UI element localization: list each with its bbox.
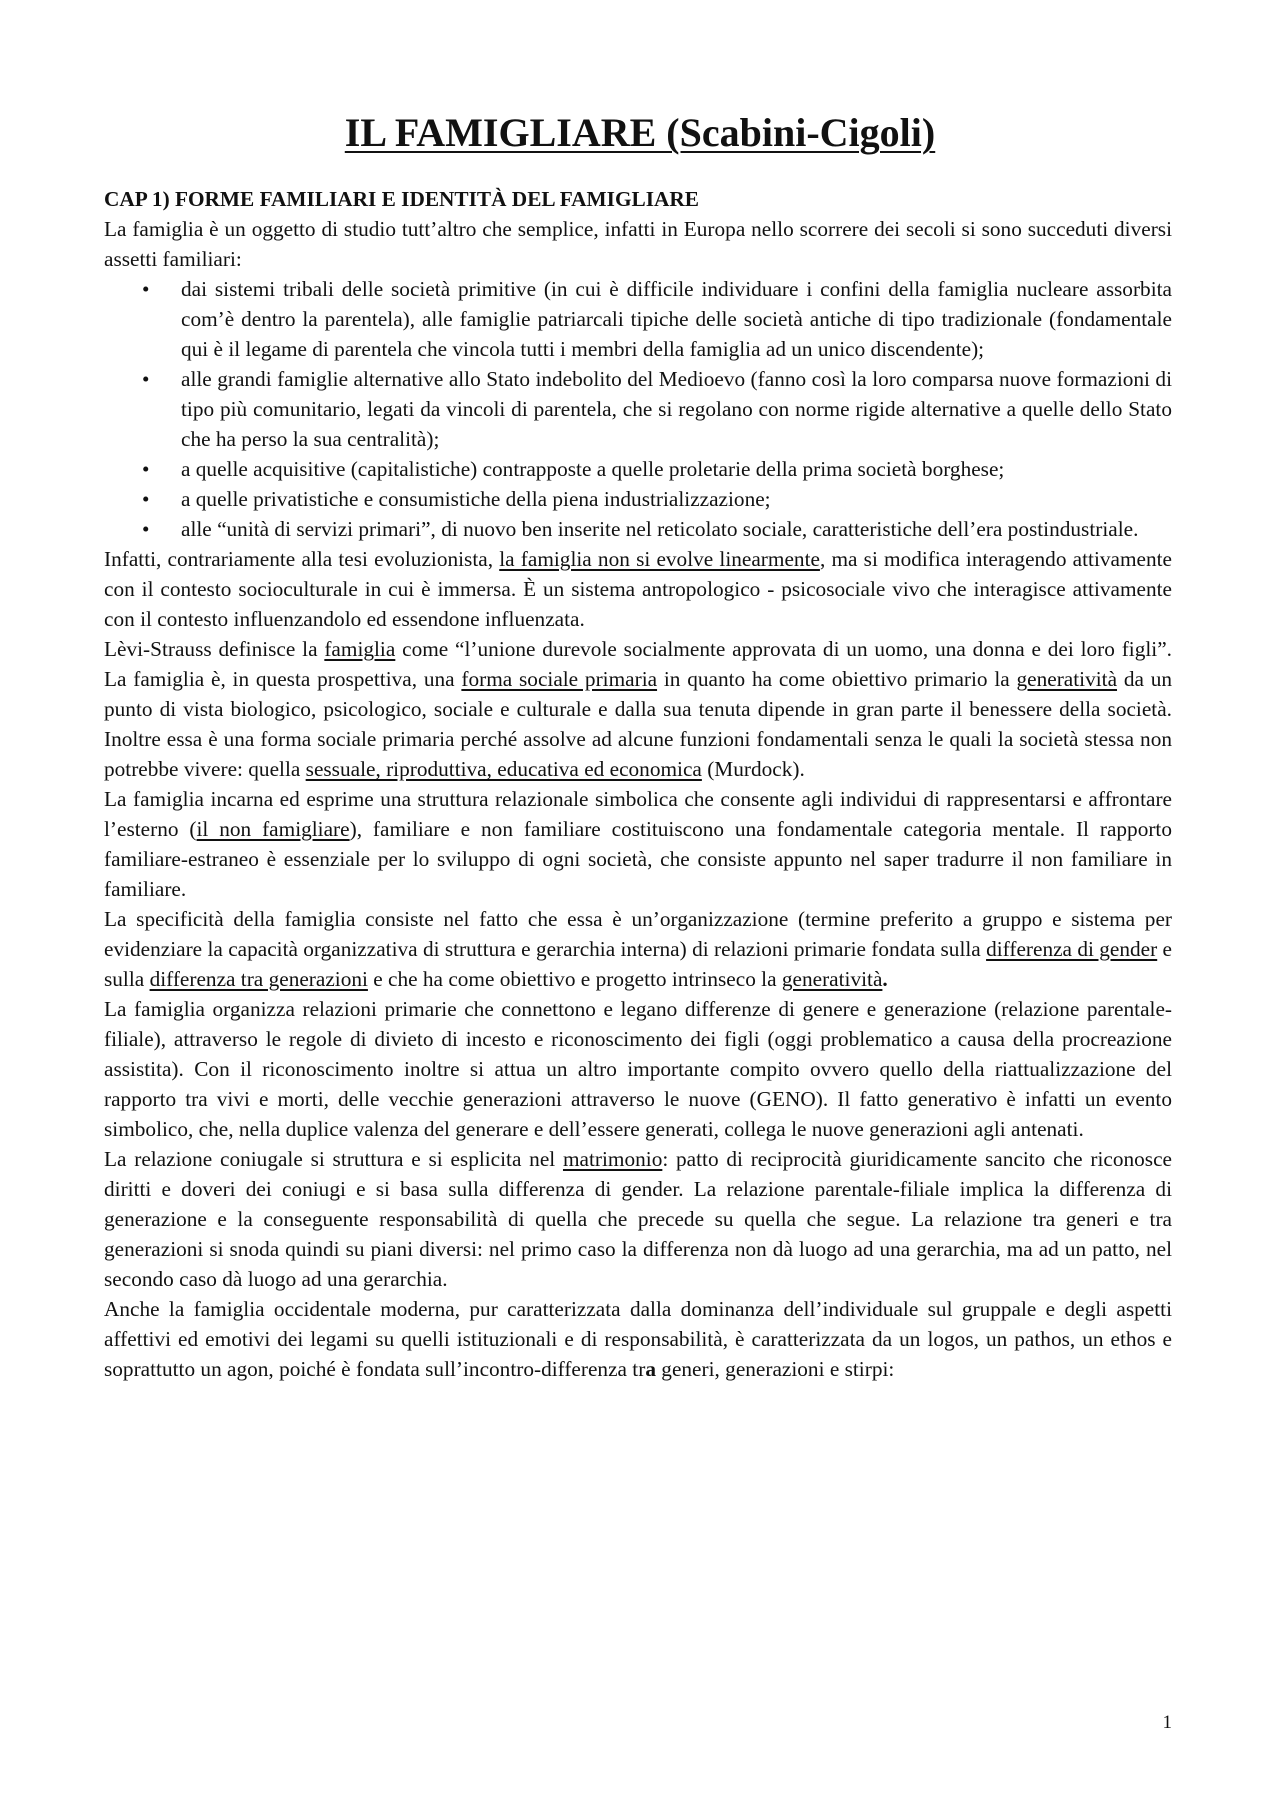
text-run: ), familiare e non familiare costituiscono una fondamentale categoria mentale. Il rapporto familiare-estraneo è essenziale per lo sviluppo di ogni società, che consiste appunto nel saper tradurre il non familiare in familiare. (104, 817, 1172, 901)
underlined-term: differenza di gender (986, 937, 1158, 961)
text-run: in quanto ha come obiettivo primario la (657, 667, 1017, 691)
underlined-term: generatività (781, 967, 883, 991)
paragraph-specificity (104, 904, 1172, 994)
chapter-heading: CAP 1) FORME FAMILIARI E IDENTITÀ DEL FAMIGLIARE (104, 187, 699, 211)
text-run: da un punto di vista biologico, psicologico, sociale e culturale e dalla sua tenuta dipende in gran parte il benessere della società. Inoltre essa è una forma sociale primaria perché assolve ad alcune funzioni fondamentali senza le quali la società stessa non potrebbe vivere: quella (104, 667, 1172, 781)
list-item-text: dai sistemi tribali delle società primitive (in cui è difficile individuare i confini della famiglia nucleare assorbita com’è dentro la parentela), alle famiglie patriarcali tipiche delle società antiche di tipo tradizionale (fondamentale qui è il legame di parentela che vincola tutti i membri della famiglia ad un unico discendente); (181, 277, 1172, 361)
list-item (104, 364, 1172, 454)
bullet-icon: • (142, 487, 150, 511)
paragraph-relational-structure (104, 784, 1172, 904)
text-run: come “l’unione durevole socialmente approvata di un uomo, una donna e dei loro figli”. La famiglia è, in questa prospettiva, una (104, 637, 1172, 691)
paragraph-evolution (104, 544, 1172, 634)
family-forms-list (104, 274, 1172, 544)
document-body (104, 184, 1172, 1384)
bullet-icon: • (142, 517, 150, 541)
page-title-text: IL FAMIGLIARE (Scabini-Cigoli) (344, 110, 936, 155)
intro-paragraph: La famiglia è un oggetto di studio tutt’altro che semplice, infatti in Europa nello scorrere dei secoli si sono succeduti diversi assetti familiari: (104, 217, 1172, 271)
text-run: La relazione coniugale si struttura e si esplicita nel (104, 1147, 563, 1171)
underlined-term: forma sociale primaria (461, 667, 658, 691)
page-title (0, 108, 1280, 158)
text-run: : patto di reciprocità giuridicamente sancito che riconosce diritti e doveri dei coniugi e si basa sulla differenza di gender. La relazione parentale-filiale implica la differenza di generazione e la conseguente responsabilità di quella che precede su quella che segue. La relazione tra generi e tra generazioni si snoda quindi su piani diversi: nel primo caso la differenza non dà luogo ad una gerarchia, ma ad un patto, nel secondo caso dà luogo ad una gerarchia. (104, 1147, 1172, 1291)
underlined-term: generatività (1016, 667, 1118, 691)
text-run: La specificità della famiglia consiste nel fatto che essa è un’organizzazione (termine preferito a gruppo e sistema per evidenziare la capacità organizzativa di struttura e gerarchia interna) di relazioni primarie fondata sulla (104, 907, 1172, 961)
text-run: e sulla (104, 937, 1172, 991)
text-run: Anche la famiglia occidentale moderna, pur caratterizzata dalla dominanza dell’individuale sul gruppale e degli aspetti affettivi ed emotivi dei legami su quelli istituzionali e di responsabilità, è caratterizzata da un logos, un pathos, un ethos e soprattutto un agon, poiché è fondata sull’incontro-differenza tr (104, 1297, 1172, 1381)
bold-period: . (882, 967, 888, 991)
text-run: generi, generazioni e stirpi: (655, 1357, 895, 1381)
list-item (104, 484, 1172, 514)
list-item-text: alle “unità di servizi primari”, di nuovo ben inserite nel reticolato sociale, caratteristiche dell’era postindustriale. (181, 517, 1139, 541)
text-run: (Murdock). (701, 757, 805, 781)
bullet-icon: • (142, 367, 150, 391)
text-run: Infatti, contrariamente alla tesi evoluzionista, (104, 547, 500, 571)
underlined-term: la famiglia non si evolve linearmente (499, 547, 820, 571)
underlined-term: sessuale, riproduttiva, educativa ed economica (305, 757, 702, 781)
list-item-text: a quelle acquisitive (capitalistiche) contrapposte a quelle proletarie della prima società borghese; (181, 457, 1005, 481)
list-item (104, 454, 1172, 484)
text-run: , ma si modifica interagendo attivamente con il contesto socioculturale in cui è immersa. È un sistema antropologico - psicosociale vivo che interagisce attivamente con il contesto influenzandolo ed essendone influenzata. (104, 547, 1172, 631)
paragraph-levi-strauss (104, 634, 1172, 784)
bullet-icon: • (142, 277, 150, 301)
underlined-term: differenza tra generazioni (149, 967, 368, 991)
page-number: 1 (1162, 1712, 1172, 1733)
list-item-text: alle grandi famiglie alternative allo Stato indebolito del Medioevo (fanno così la loro comparsa nuove formazioni di tipo più comunitario, legati da vincoli di parentela, che si regolano con norme rigide alternative a quelle dello Stato che ha perso la sua centralità); (181, 367, 1172, 451)
list-item (104, 274, 1172, 364)
list-item (104, 514, 1172, 544)
paragraph-marriage (104, 1144, 1172, 1294)
text-run: Lèvi-Strauss definisce la (104, 637, 325, 661)
underlined-term: famiglia (324, 637, 396, 661)
text-run: La famiglia incarna ed esprime una struttura relazionale simbolica che consente agli individui di rappresentarsi e affrontare l’esterno ( (104, 787, 1172, 841)
list-item-text: a quelle privatistiche e consumistiche della piena industrializzazione; (181, 487, 771, 511)
underlined-term: il non famigliare (196, 817, 350, 841)
text-run: e che ha come obiettivo e progetto intrinseco la (367, 967, 782, 991)
underlined-term: matrimonio (562, 1147, 663, 1171)
paragraph-primary-relations: La famiglia organizza relazioni primarie che connettono e legano differenze di genere e generazione (relazione parentale-filiale), attraverso le regole di divieto di incesto e riconoscimento dei figli (oggi problematico a causa della procreazione assistita). Con il riconoscimento inoltre si attua un altro importante compito ovvero quello della riattualizzazione del rapporto tra vivi e morti, delle vecchie generazioni attraverso le nuove (GENO). Il fatto generativo è infatti un evento simbolico, che, nella duplice valenza del generare e dell’essere generati, collega le nuove generazioni agli antenati. (104, 997, 1172, 1141)
bold-letter: a (645, 1357, 656, 1381)
paragraph-modern-family (104, 1294, 1172, 1384)
bullet-icon: • (142, 457, 150, 481)
